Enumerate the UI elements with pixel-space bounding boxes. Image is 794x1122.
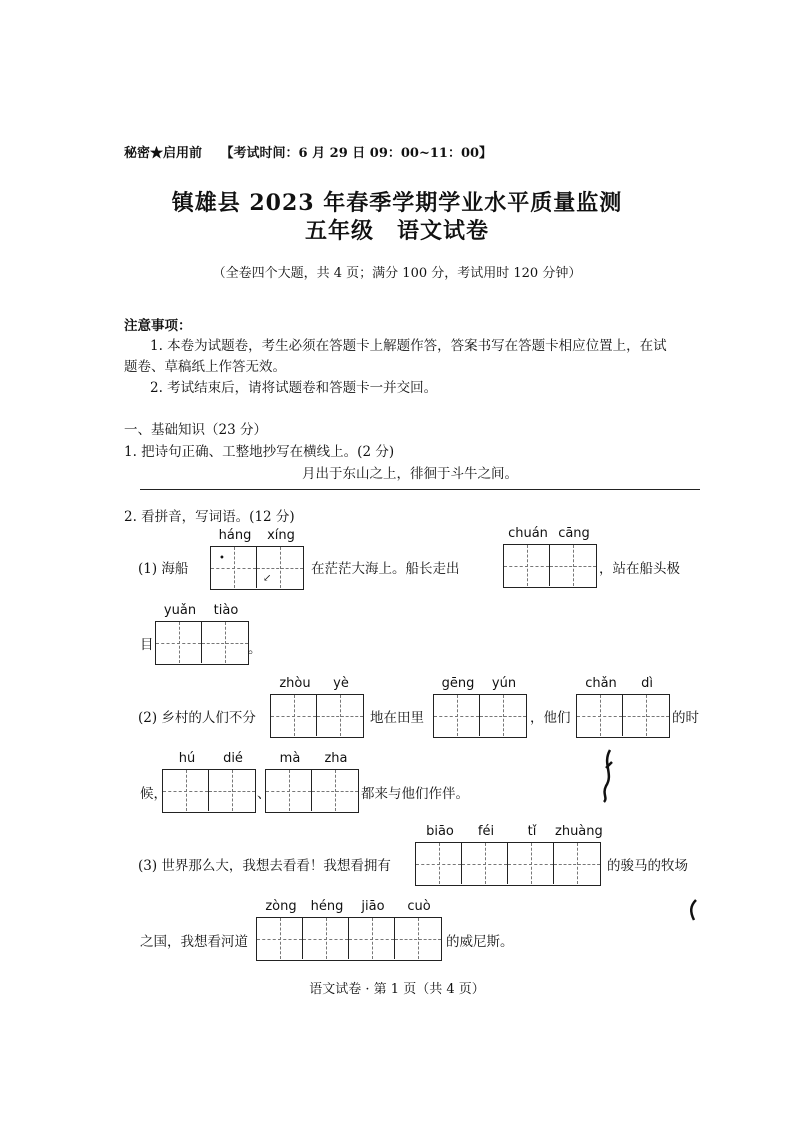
- notes-item1-line2: 题卷、草稿纸上作答无效。: [124, 359, 286, 375]
- pen-scribble-icon: [596, 748, 622, 804]
- q2-p3-text-d: 的威尼斯。: [446, 934, 514, 950]
- answer-grid-chandi[interactable]: [576, 694, 670, 738]
- answer-grid-biaofeitizhuang[interactable]: [415, 842, 601, 886]
- q2-p2-text-d: 的时: [672, 710, 699, 726]
- q2-p2-text-f: 、: [257, 786, 271, 802]
- pinyin-label: chǎn: [585, 676, 617, 691]
- grid-cell[interactable]: [266, 770, 312, 811]
- answer-grid-hangxing[interactable]: [210, 546, 304, 590]
- grid-cell[interactable]: [434, 695, 480, 736]
- grid-cell[interactable]: [349, 918, 395, 959]
- grid-cell[interactable]: [416, 843, 462, 884]
- grid-cell[interactable]: [508, 843, 554, 884]
- grid-cell[interactable]: [317, 695, 363, 736]
- pen-mark-icon: [686, 898, 702, 924]
- pinyin-label: héng: [310, 899, 344, 914]
- grid-cell[interactable]: ↙: [257, 547, 303, 588]
- grid-cell[interactable]: [202, 622, 248, 663]
- pinyin-label: féi: [477, 824, 495, 839]
- pinyin-label: cuò: [407, 899, 431, 914]
- q2-p3-text-b: 的骏马的牧场: [607, 858, 688, 874]
- grid-cell[interactable]: [271, 695, 317, 736]
- q1-prompt: 1. 把诗句正确、工整地抄写在横线上。(2 分): [124, 444, 395, 460]
- q2-p1-text-a: (1) 海船: [138, 561, 189, 577]
- q1-answer-line[interactable]: [140, 489, 700, 490]
- grid-cell[interactable]: [312, 770, 358, 811]
- answer-grid-yuantiao[interactable]: [155, 621, 249, 665]
- pinyin-label: gēng: [441, 676, 475, 691]
- exam-header: [124, 142, 492, 161]
- pinyin-label: hú: [178, 751, 196, 766]
- pinyin-label: yè: [333, 676, 349, 691]
- pinyin-label: zha: [324, 751, 348, 766]
- pinyin-label: tǐ: [527, 824, 537, 839]
- pinyin-label: háng: [218, 528, 252, 543]
- grid-cell[interactable]: [303, 918, 349, 959]
- answer-grid-chuancang[interactable]: [503, 544, 597, 588]
- q2-prompt: 2. 看拼音，写词语。(12 分): [124, 509, 295, 525]
- q2-p1-text-d: 目: [140, 637, 154, 653]
- grid-cell[interactable]: [257, 918, 303, 959]
- grid-cell[interactable]: [462, 843, 508, 884]
- grid-cell[interactable]: [550, 545, 596, 586]
- exam-subtitle: 五年级 语文试卷: [304, 218, 489, 244]
- pinyin-label: cāng: [558, 526, 590, 541]
- q1-poem: 月出于东山之上，徘徊于斗牛之间。: [302, 466, 518, 482]
- grid-cell[interactable]: [623, 695, 669, 736]
- q2-p1-text-e: 。: [248, 641, 262, 657]
- notes-item2: 2. 考试结束后，请将试题卷和答题卡一并交回。: [150, 380, 438, 396]
- grid-cell[interactable]: [156, 622, 202, 663]
- q2-p2-text-g: 都来与他们作伴。: [361, 786, 469, 802]
- q2-p1-text-c: ，站在船头极: [599, 561, 680, 577]
- exam-title: 镇雄县 2023 年春季学期学业水平质量监测: [171, 190, 623, 216]
- secret-label: 秘密★启用前: [124, 146, 203, 161]
- answer-grid-gengyun[interactable]: [433, 694, 527, 738]
- q2-p1-text-b: 在茫茫大海上。船长走出: [311, 561, 460, 577]
- pinyin-label: yuǎn: [163, 603, 197, 618]
- section1-heading: 一、基础知识（23 分）: [124, 422, 267, 438]
- page-footer: 语文试卷 · 第 1 页（共 4 页）: [309, 982, 485, 997]
- notes-item1-line1: 1. 本卷为试题卷，考生必须在答题卡上解题作答，答案书写在答题卡相应位置上，在试: [150, 338, 667, 354]
- pinyin-label: mà: [279, 751, 301, 766]
- grid-cell[interactable]: [209, 770, 255, 811]
- pinyin-label: zhòu: [279, 676, 311, 691]
- q2-p3-text-c: 之国，我想看河道: [140, 934, 248, 950]
- pinyin-label: zhuàng: [555, 824, 603, 839]
- pinyin-label: biāo: [426, 824, 454, 839]
- grid-cell[interactable]: [480, 695, 526, 736]
- answer-grid-zonghengjiaocuo[interactable]: [256, 917, 442, 961]
- answer-grid-mazha[interactable]: [265, 769, 359, 813]
- grid-cell[interactable]: [577, 695, 623, 736]
- notes-heading: 注意事项：: [124, 318, 192, 334]
- pinyin-label: tiào: [213, 603, 239, 618]
- q2-p3-text-a: (3) 世界那么大，我想去看看！我想看拥有: [138, 858, 391, 874]
- answer-grid-hudie[interactable]: [162, 769, 256, 813]
- q2-p2-text-e: 候，: [140, 786, 167, 802]
- pinyin-label: yún: [491, 676, 517, 691]
- grid-cell[interactable]: [504, 545, 550, 586]
- pinyin-label: zòng: [265, 899, 297, 914]
- q2-p2-text-b: 地在田里: [370, 710, 424, 726]
- q2-p2-text-a: (2) 乡村的人们不分: [138, 710, 256, 726]
- exam-time: 【考试时间：6 月 29 日 09：00~11：00】: [220, 146, 493, 161]
- q2-p2-text-c: ，他们: [530, 710, 571, 726]
- grid-cell[interactable]: •: [211, 547, 257, 588]
- pinyin-label: dì: [641, 676, 653, 691]
- answer-grid-zhouye[interactable]: [270, 694, 364, 738]
- pinyin-label: xíng: [267, 528, 295, 543]
- exam-info: （全卷四个大题，共 4 页；满分 100 分，考试用时 120 分钟）: [212, 266, 582, 281]
- pinyin-label: dié: [223, 751, 243, 766]
- grid-cell[interactable]: [163, 770, 209, 811]
- pinyin-label: chuán: [508, 526, 548, 541]
- pinyin-label: jiāo: [361, 899, 385, 914]
- grid-cell[interactable]: [554, 843, 600, 884]
- grid-cell[interactable]: [395, 918, 441, 959]
